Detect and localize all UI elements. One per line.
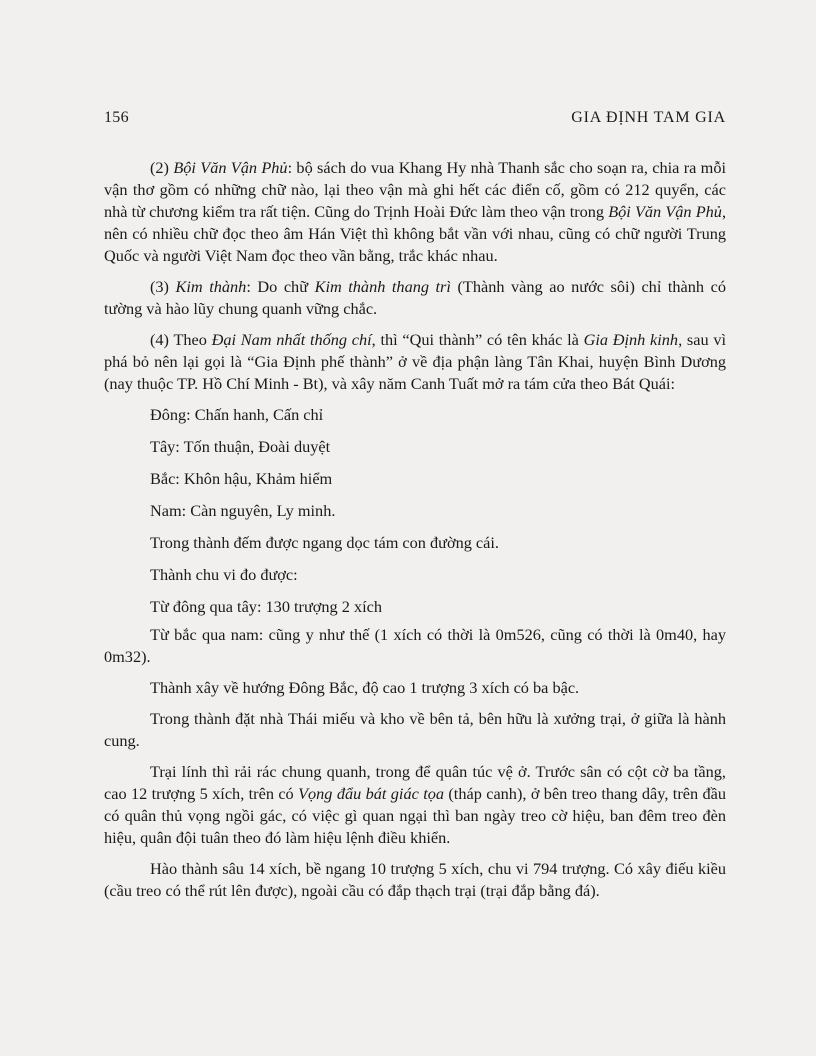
- page-body: [104, 157, 726, 911]
- streets-line: Trong thành đếm được ngang dọc tám con đường cái.: [150, 533, 499, 552]
- note-3-title: Kim thành: [175, 277, 247, 296]
- temple-paragraph: Trong thành đặt nhà Thái miếu và kho về bên tả, bên hữu là xưởng trại, ở giữa là hành cung.: [104, 709, 726, 750]
- note-4-title: Đại Nam nhất thống chí: [211, 330, 372, 349]
- note-2-title2: Bội Văn Vận Phủ: [608, 202, 722, 221]
- note-3-title2: Kim thành thang trì: [314, 277, 451, 296]
- north-south-measure: Từ bắc qua nam: cũng y như thế (1 xích có thời là 0m526, cũng có thời là 0m40, hay 0m32).: [104, 625, 726, 666]
- page-number: 156: [104, 109, 129, 126]
- note-4-number: (4): [150, 330, 174, 349]
- note-2-text2: , nên có nhiều chữ đọc theo âm Hán Việt thì không bắt vần với nhau, cũng có chữ người Trung Quốc và người Việt Nam đọc theo vần bằng, trắc khác nhau.: [104, 202, 727, 265]
- gate-north: Bắc: Khôn hậu, Khảm hiểm: [150, 469, 333, 488]
- note-2-number: (2): [150, 158, 174, 177]
- note-3-text1: : Do chữ: [246, 277, 315, 296]
- running-title: GIA ĐỊNH TAM GIA: [571, 109, 726, 126]
- note-4-text2: sau vì phá bỏ nên lại gọi là “Gia Định phế thành” ở về địa phận làng Tân Khai, huyện Bình Dương (nay thuộc TP. Hồ Chí Minh - Bt), và xây năm Canh Tuất mở ra tám cửa theo Bát Quái:: [104, 330, 726, 393]
- barracks-title: Vọng đẩu bát giác tọa: [298, 784, 445, 803]
- note-4-title2: Gia Định kinh,: [583, 330, 683, 349]
- perimeter-intro: Thành chu vi đo được:: [150, 565, 298, 584]
- note-3-number: (3): [150, 277, 176, 296]
- note-2-title: Bội Văn Vận Phủ: [173, 158, 288, 177]
- moat-paragraph: Hào thành sâu 14 xích, bề ngang 10 trượng 5 xích, chu vi 794 trượng. Có xây điếu kiều (cầu treo có thể rút lên được), ngoài cầu có đắp thạch trại (trại đắp bằng đá).: [104, 859, 726, 900]
- gate-south: Nam: Càn nguyên, Ly minh.: [150, 501, 336, 520]
- gate-east: Đông: Chấn hanh, Cấn chỉ: [150, 405, 324, 424]
- note-2: [104, 157, 726, 267]
- barracks-text1: Trại lính thì rải rác chung quanh, trong để quân túc vệ ở. Trước sân có cột cờ ba tầng, cao 12 trượng 5 xích, trên có: [104, 762, 726, 803]
- note-4-text1: , thì “Qui thành” có tên khác là: [371, 330, 584, 349]
- barracks-text2: (tháp canh), ở bên treo thang dây, trên đầu có quân thủ vọng ngồi gác, có việc gì quan ngại thì ban ngày treo cờ hiệu, ban đêm treo đèn hiệu, quân đội tuân theo đó làm hiệu lệnh điều khiển.: [104, 784, 726, 847]
- note-3-text2: (Thành vàng ao nước sôi) chỉ thành có tường và hào lũy chung quanh vững chắc.: [104, 277, 726, 318]
- gate-west: Tây: Tốn thuận, Đoài duyệt: [150, 437, 331, 456]
- barracks-paragraph: [104, 761, 726, 849]
- note-2-text1: : bộ sách do vua Khang Hy nhà Thanh sắc cho soạn ra, chia ra mỗi vận thơ gồm có những chữ nào, lại theo vận mà ghi hết các điển cố, gồm có 212 quyển, các nhà từ chương kiểm tra rất tiện. Cũng do Trịnh Hoài Đức làm theo vận trong: [104, 158, 726, 221]
- note-4-text0: Theo: [173, 330, 212, 349]
- note-3: [104, 276, 726, 320]
- orientation-paragraph: Thành xây về hướng Đông Bắc, độ cao 1 trượng 3 xích có ba bậc.: [150, 678, 580, 697]
- page-header: [104, 109, 726, 127]
- note-4: [104, 329, 726, 395]
- east-west-measure: Từ đông qua tây: 130 trượng 2 xích: [150, 597, 382, 616]
